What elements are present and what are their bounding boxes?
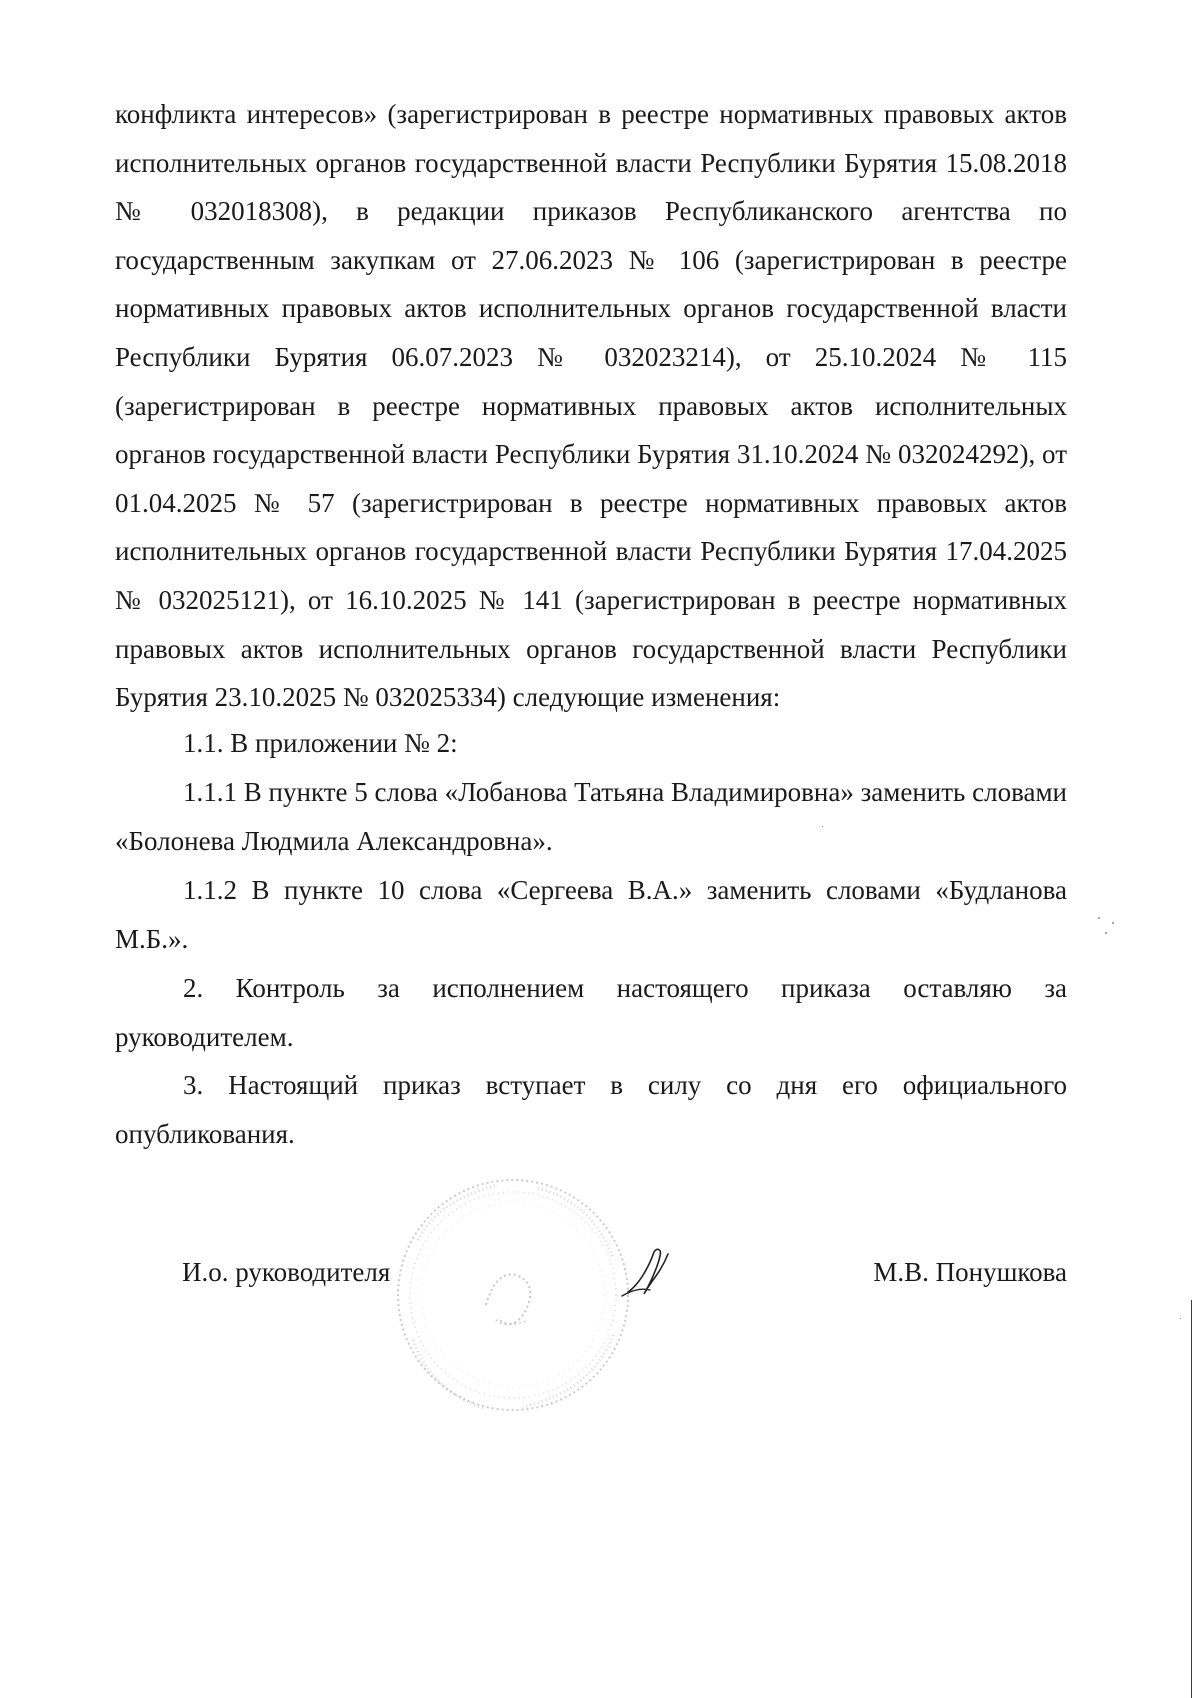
lead-paragraph: конфликта интересов» (зарегистрирован в реестре нормативных правовых актов исполнительных органов государственной власти Республики Бурятия 15.08.2018 № 032018308), в редакции приказов Республиканского агентства по государственным закупкам от 27.06.2023 № 106 (зарегистрирован в реестре нормативных правовых актов исполнительных органов государственной власти Республики Бурятия 06.07.2023 № 032023214), от 25.10.2024 № 115 (зарегистрирован в реестре нормативных правовых актов исполнительных органов государственной власти Республики Бурятия 31.10.2024 № 032024292), от 01.04.2025 № 57 (зарегистрирован в реестре нормативных правовых актов исполнительных органов государственной власти Республики Бурятия 17.04.2025 № 032025121), от 16.10.2025 № 141 (зарегистрирован в реестре нормативных правовых актов исполнительных органов государственной власти Республики Бурятия 23.10.2025 № 032025334) следующие изменения: bbox=[115, 99, 1067, 713]
section-1-1-2 bbox=[115, 866, 1067, 963]
scan-speck bbox=[1105, 932, 1107, 934]
section-1-1-1 bbox=[115, 768, 1067, 865]
scan-speck bbox=[1098, 917, 1100, 919]
paragraph-1-1: 1.1. В приложении № 2: bbox=[183, 728, 458, 758]
section-3 bbox=[115, 1061, 1067, 1158]
section-2 bbox=[115, 964, 1067, 1061]
paragraph-3: 3. Настоящий приказ вступает в силу со дня его официального опубликования. bbox=[115, 1070, 1067, 1149]
signature-row bbox=[0, 1257, 1200, 1307]
paragraph-2: 2. Контроль за исполнением настоящего приказа оставляю за руководителем. bbox=[115, 973, 1067, 1052]
signatory-role: И.о. руководителя bbox=[182, 1257, 391, 1287]
paragraph-1-1-2: 1.1.2 В пункте 10 слова «Сергеева В.А.» заменить словами «Будланова М.Б.». bbox=[115, 875, 1067, 954]
scan-edge-line bbox=[1191, 1300, 1192, 1698]
scan-speck bbox=[1180, 1318, 1181, 1319]
paragraph-1-1-1: 1.1.1 В пункте 5 слова «Лобанова Татьяна Владимировна» заменить словами «Болонева Людмила Александровна». bbox=[115, 777, 1067, 856]
scan-speck bbox=[822, 826, 823, 827]
scan-speck bbox=[1112, 922, 1114, 924]
signatory-name: М.В. Понушкова bbox=[873, 1257, 1067, 1287]
section-1-1 bbox=[115, 719, 1067, 768]
